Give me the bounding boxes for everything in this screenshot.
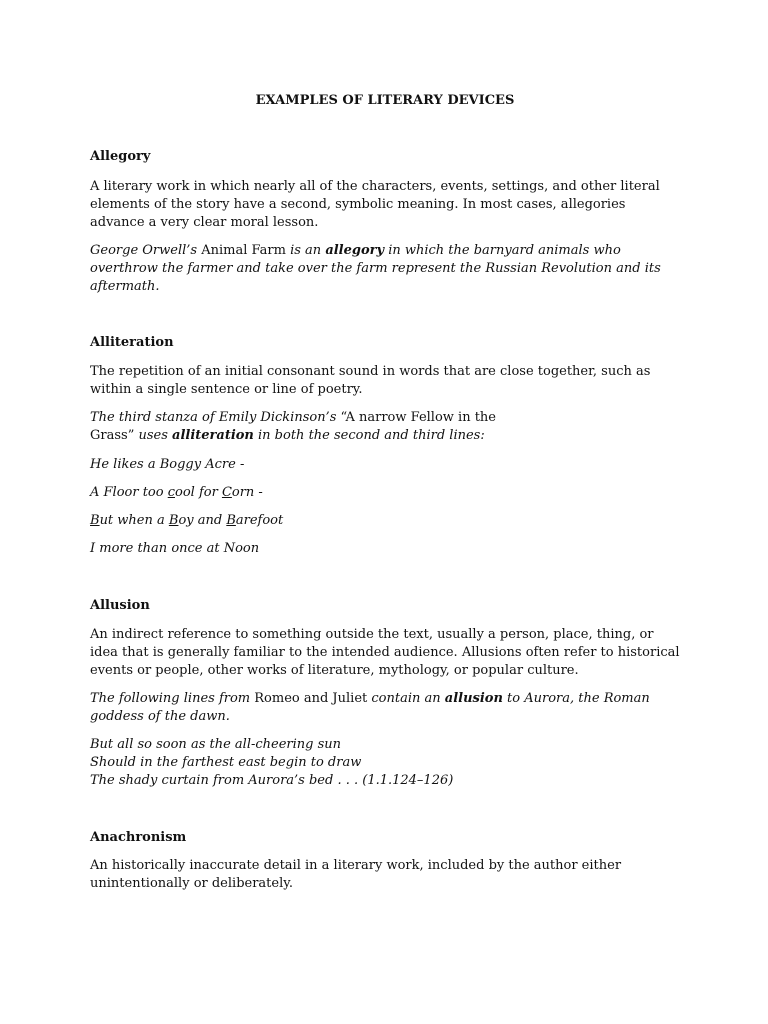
example-text: to Aurora, the Roman goddess of the dawn. xyxy=(90,691,650,724)
example-text: is an xyxy=(285,243,326,258)
example-term: allusion xyxy=(444,691,503,706)
example-text: in both the second and third lines: xyxy=(253,428,485,443)
example-text: The following lines from xyxy=(90,691,255,706)
poem-text: arefoot xyxy=(235,513,284,528)
poem-text: oy and xyxy=(178,513,227,528)
poem-line: He likes a Boggy Acre - xyxy=(90,457,245,472)
poem-text: orn - xyxy=(231,485,263,500)
quote-line: Should in the farthest east begin to draw xyxy=(90,755,362,770)
example-text: in which the barnyard animals who overthrow the farmer and take over the farm represent the Russian Revolution and its aftermath. xyxy=(90,243,661,294)
poem-text: ool for xyxy=(175,485,222,500)
poem-line xyxy=(90,484,680,502)
example-allegory xyxy=(90,242,680,296)
example-work-title: Romeo and Juliet xyxy=(254,691,368,706)
heading-anachronism: Anachronism xyxy=(90,830,187,845)
quote-line: But all so soon as the all-cheering sun xyxy=(90,737,342,752)
example-allusion xyxy=(90,690,680,726)
underlined-letter: B xyxy=(168,513,179,528)
underlined-letter: B xyxy=(90,513,100,528)
heading-alliteration: Alliteration xyxy=(90,335,174,350)
poem-line xyxy=(90,512,680,530)
example-alliteration xyxy=(90,409,530,445)
example-author: George Orwell’s xyxy=(90,243,198,258)
example-work-title: Animal Farm xyxy=(197,243,286,258)
poem-text: ut when a xyxy=(99,513,169,528)
example-term: allegory xyxy=(325,243,385,258)
definition-allusion: An indirect reference to something outside the text, usually a person, place, thing, or idea that is generally familiar to the intended audience. Allusions often refer to historical events or people, other works of literature, mythology, or popular culture. xyxy=(90,627,680,678)
example-text: The third stanza of Emily Dickinson’s xyxy=(90,410,341,425)
quote-line: The shady curtain from Aurora’s bed . . . (1.1.124–126) xyxy=(90,773,454,788)
underlined-letter: C xyxy=(221,485,232,500)
underlined-letter: c xyxy=(167,485,175,500)
definition-alliteration: The repetition of an initial consonant sound in words that are close together, such as within a single sentence or line of poetry. xyxy=(90,364,651,397)
page-title: EXAMPLES OF LITERARY DEVICES xyxy=(255,93,515,108)
heading-allusion: Allusion xyxy=(90,598,150,613)
heading-allegory: Allegory xyxy=(90,149,151,164)
definition-anachronism: An historically inaccurate detail in a literary work, included by the author either unintentionally or deliberately. xyxy=(90,858,622,891)
example-term: alliteration xyxy=(172,428,254,443)
example-text: uses xyxy=(134,428,173,443)
underlined-letter: B xyxy=(226,513,236,528)
poem-line: I more than once at Noon xyxy=(90,541,260,556)
example-work-title: “A narrow Fellow in the Grass” xyxy=(90,410,496,443)
poem-text: A Floor too xyxy=(90,485,168,500)
example-text: contain an xyxy=(367,691,445,706)
definition-allegory: A literary work in which nearly all of the characters, events, settings, and other literal elements of the story have a second, symbolic meaning. In most cases, allegories advance a very clear moral lesson. xyxy=(90,179,660,230)
